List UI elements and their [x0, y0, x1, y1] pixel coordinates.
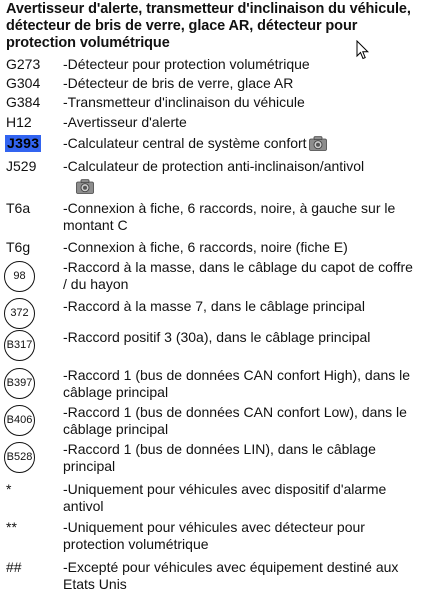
component-code: H12: [6, 114, 32, 130]
camera-icon[interactable]: [76, 179, 94, 194]
connector-circle: 372: [4, 298, 35, 329]
component-description: -Uniquement pour véhicules avec détecteur pour protection volumétrique: [63, 519, 365, 552]
component-description: -Raccord 1 (bus de données CAN confort Low), dans le câblage principal: [63, 404, 407, 437]
footnote-marker: *: [6, 481, 12, 497]
footnote-marker: **: [6, 519, 17, 535]
component-description: -Raccord à la masse, dans le câblage du capot de coffre / du hayon: [63, 259, 413, 292]
connector-circle: B317: [4, 330, 35, 361]
connector-circle: B397: [4, 368, 35, 399]
connector-circle: 98: [4, 261, 35, 292]
component-code: G304: [6, 75, 41, 91]
component-description: -Raccord 1 (bus de données CAN confort High), dans le câblage principal: [63, 367, 411, 400]
component-code: G384: [6, 94, 41, 110]
component-code-highlighted[interactable]: J393: [7, 135, 40, 151]
component-description: -Détecteur pour protection volumétrique: [63, 56, 310, 72]
component-description: -Détecteur de bris de verre, glace AR: [63, 75, 294, 91]
component-description: -Raccord positif 3 (30a), dans le câblage principal: [63, 329, 371, 345]
connector-circle: B406: [4, 405, 35, 436]
component-description: -Connexion à fiche, 6 raccords, noire (fiche E): [63, 239, 348, 255]
component-description: -Calculateur central de système confort: [63, 135, 307, 151]
component-description: -Raccord 1 (bus de données LIN), dans le câblage principal: [63, 441, 376, 474]
component-code: J529: [6, 158, 37, 174]
component-description: -Avertisseur d'alerte: [63, 114, 187, 130]
component-code: T6g: [6, 239, 31, 255]
component-description: -Connexion à fiche, 6 raccords, noire, à gauche sur le montant C: [63, 200, 396, 233]
component-description: -Raccord à la masse 7, dans le câblage principal: [63, 298, 365, 314]
component-description: -Excepté pour véhicules avec équipement destiné aux Etats Unis: [63, 559, 399, 592]
component-description: -Transmetteur d'inclinaison du véhicule: [63, 94, 305, 110]
component-description: -Uniquement pour véhicules avec dispositif d'alarme antivol: [63, 481, 387, 514]
component-code: G273: [6, 56, 41, 72]
page-title: Avertisseur d'alerte, transmetteur d'inclinaison du véhicule, détecteur de bris de verre, glace AR, détecteur pour protection volumétrique: [6, 1, 411, 51]
connector-circle: B528: [4, 442, 35, 473]
camera-icon[interactable]: [309, 136, 327, 151]
footnote-marker: ##: [6, 559, 22, 575]
component-description: -Calculateur de protection anti-inclinaison/antivol: [63, 158, 365, 174]
component-code: T6a: [6, 200, 31, 216]
